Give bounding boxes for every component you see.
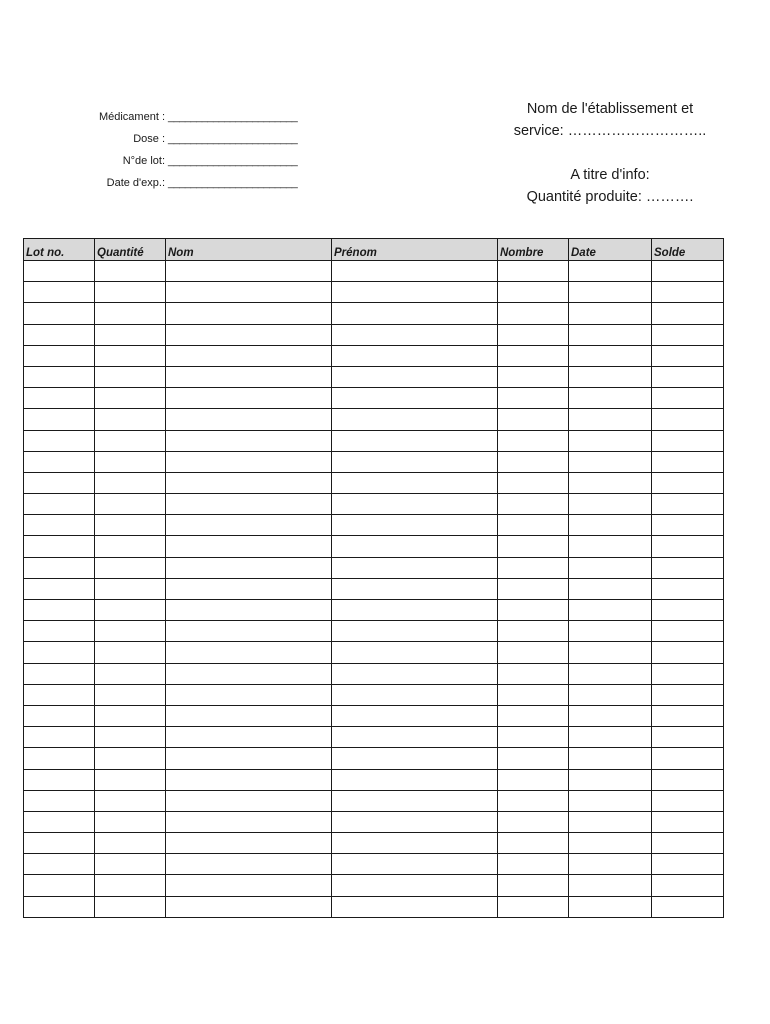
table-row [24, 303, 724, 324]
table-row [24, 388, 724, 409]
table-cell[interactable] [332, 727, 498, 748]
table-cell[interactable] [95, 684, 166, 705]
table-cell[interactable] [652, 324, 724, 345]
table-cell[interactable] [166, 261, 332, 282]
table-cell[interactable] [332, 388, 498, 409]
table-cell[interactable] [569, 536, 652, 557]
table-cell[interactable] [24, 366, 95, 387]
table-row [24, 769, 724, 790]
table-cell[interactable] [569, 642, 652, 663]
table-cell[interactable] [166, 409, 332, 430]
column-header-lot-no: Lot no. [24, 239, 95, 261]
dose-label: Dose : [133, 133, 165, 145]
establishment-name-label: Nom de l'établissement et [526, 101, 694, 117]
table-row [24, 578, 724, 599]
table-cell[interactable] [166, 875, 332, 896]
field-row-lot-number [60, 155, 360, 177]
table-cell[interactable] [569, 875, 652, 896]
table-cell[interactable] [652, 705, 724, 726]
medication-form-fields [60, 111, 360, 199]
table-cell[interactable] [498, 727, 569, 748]
table-cell[interactable] [498, 515, 569, 536]
table-row [24, 430, 724, 451]
table-cell[interactable] [332, 451, 498, 472]
table-cell[interactable] [24, 769, 95, 790]
table-cell[interactable] [652, 748, 724, 769]
table-cell[interactable] [569, 748, 652, 769]
table-cell[interactable] [498, 642, 569, 663]
table-cell[interactable] [652, 854, 724, 875]
table-row [24, 875, 724, 896]
table-cell[interactable] [166, 663, 332, 684]
table-cell[interactable] [166, 727, 332, 748]
table-cell[interactable] [498, 578, 569, 599]
table-cell[interactable] [95, 875, 166, 896]
table-cell[interactable] [332, 600, 498, 621]
table-cell[interactable] [166, 811, 332, 832]
table-cell[interactable] [95, 261, 166, 282]
table-cell[interactable] [332, 769, 498, 790]
table-cell[interactable] [166, 705, 332, 726]
table-cell[interactable] [569, 621, 652, 642]
table-cell[interactable] [95, 324, 166, 345]
table-cell[interactable] [166, 748, 332, 769]
table-cell[interactable] [498, 769, 569, 790]
establishment-service-field[interactable]: service: ……………………….. [513, 123, 707, 139]
table-cell[interactable] [498, 409, 569, 430]
table-row [24, 854, 724, 875]
table-row [24, 261, 724, 282]
expiry-date-label: Date d'exp.: [106, 177, 165, 189]
table-header-row [24, 239, 724, 261]
table-cell[interactable] [498, 366, 569, 387]
table-cell[interactable] [652, 833, 724, 854]
table-cell[interactable] [498, 494, 569, 515]
table-cell[interactable] [95, 303, 166, 324]
table-cell[interactable] [95, 833, 166, 854]
table-cell[interactable] [569, 600, 652, 621]
table-cell[interactable] [332, 896, 498, 917]
table-cell[interactable] [24, 388, 95, 409]
table-cell[interactable] [569, 705, 652, 726]
table-cell[interactable] [95, 282, 166, 303]
field-row-expiry-date [60, 177, 360, 199]
table-cell[interactable] [652, 366, 724, 387]
table-cell[interactable] [652, 684, 724, 705]
table-cell[interactable] [498, 345, 569, 366]
table-cell[interactable] [24, 324, 95, 345]
establishment-info [495, 98, 725, 208]
table-cell[interactable] [569, 388, 652, 409]
table-cell[interactable] [95, 578, 166, 599]
table-row [24, 557, 724, 578]
table-cell[interactable] [652, 261, 724, 282]
field-row-dose [60, 133, 360, 155]
table-cell[interactable] [95, 409, 166, 430]
table-cell[interactable] [652, 345, 724, 366]
table-cell[interactable] [24, 472, 95, 493]
lot-number-field[interactable]: _______________________ [168, 155, 298, 167]
table-cell[interactable] [95, 451, 166, 472]
table-cell[interactable] [652, 451, 724, 472]
table-cell[interactable] [166, 430, 332, 451]
table-cell[interactable] [332, 366, 498, 387]
table-cell[interactable] [498, 303, 569, 324]
table-cell[interactable] [652, 578, 724, 599]
table-cell[interactable] [498, 833, 569, 854]
table-cell[interactable] [652, 600, 724, 621]
table-cell[interactable] [498, 896, 569, 917]
table-cell[interactable] [24, 430, 95, 451]
column-header-nom: Nom [166, 239, 332, 261]
table-cell[interactable] [24, 663, 95, 684]
table-body [24, 261, 724, 918]
table-cell[interactable] [24, 896, 95, 917]
table-cell[interactable] [569, 727, 652, 748]
table-cell[interactable] [498, 811, 569, 832]
table-cell[interactable] [166, 515, 332, 536]
table-cell[interactable] [652, 769, 724, 790]
table-cell[interactable] [95, 769, 166, 790]
table-cell[interactable] [332, 324, 498, 345]
table-cell[interactable] [332, 748, 498, 769]
column-header-quantite: Quantité [95, 239, 166, 261]
table-row [24, 833, 724, 854]
table-cell[interactable] [166, 388, 332, 409]
table-cell[interactable] [166, 769, 332, 790]
table-cell[interactable] [498, 451, 569, 472]
table-cell[interactable] [95, 896, 166, 917]
medicament-label: Médicament : [98, 111, 165, 123]
table-cell[interactable] [652, 536, 724, 557]
table-cell[interactable] [24, 261, 95, 282]
table-row [24, 409, 724, 430]
table-cell[interactable] [24, 409, 95, 430]
table-row [24, 600, 724, 621]
table-cell[interactable] [24, 854, 95, 875]
table-cell[interactable] [569, 769, 652, 790]
table-cell[interactable] [332, 430, 498, 451]
table-cell[interactable] [95, 642, 166, 663]
table-cell[interactable] [498, 600, 569, 621]
table-row [24, 811, 724, 832]
table-cell[interactable] [95, 600, 166, 621]
table-cell[interactable] [332, 684, 498, 705]
table-cell[interactable] [95, 748, 166, 769]
table-cell[interactable] [498, 790, 569, 811]
table-row [24, 366, 724, 387]
table-cell[interactable] [332, 790, 498, 811]
table-cell[interactable] [569, 261, 652, 282]
table-cell[interactable] [24, 748, 95, 769]
column-header-nombre: Nombre [498, 239, 569, 261]
table-cell[interactable] [166, 833, 332, 854]
table-cell[interactable] [498, 663, 569, 684]
table-cell[interactable] [652, 621, 724, 642]
table-cell[interactable] [569, 515, 652, 536]
table-row [24, 790, 724, 811]
table-row [24, 705, 724, 726]
table-cell[interactable] [24, 578, 95, 599]
table-cell[interactable] [24, 536, 95, 557]
table-cell[interactable] [332, 409, 498, 430]
table-cell[interactable] [24, 642, 95, 663]
table-cell[interactable] [95, 366, 166, 387]
table-cell[interactable] [166, 303, 332, 324]
table-cell[interactable] [95, 663, 166, 684]
table-cell[interactable] [24, 494, 95, 515]
table-cell[interactable] [166, 600, 332, 621]
table-cell[interactable] [652, 642, 724, 663]
table-row [24, 282, 724, 303]
table-cell[interactable] [569, 345, 652, 366]
expiry-date-field[interactable]: _______________________ [168, 177, 298, 189]
table-cell[interactable] [569, 366, 652, 387]
table-cell[interactable] [95, 345, 166, 366]
table-cell[interactable] [166, 324, 332, 345]
table-cell[interactable] [24, 705, 95, 726]
table-cell[interactable] [498, 684, 569, 705]
table-cell[interactable] [332, 494, 498, 515]
table-cell[interactable] [569, 557, 652, 578]
table-cell[interactable] [166, 557, 332, 578]
table-row [24, 748, 724, 769]
table-cell[interactable] [24, 833, 95, 854]
table-cell[interactable] [498, 282, 569, 303]
table-row [24, 515, 724, 536]
medicament-field[interactable]: _______________________ [168, 111, 298, 123]
table-cell[interactable] [498, 705, 569, 726]
table-row [24, 494, 724, 515]
table-cell[interactable] [498, 324, 569, 345]
table-cell[interactable] [498, 536, 569, 557]
table-row [24, 345, 724, 366]
table-row [24, 324, 724, 345]
table-cell[interactable] [652, 430, 724, 451]
table-cell[interactable] [652, 303, 724, 324]
column-header-date: Date [569, 239, 652, 261]
table-cell[interactable] [24, 600, 95, 621]
table-cell[interactable] [95, 536, 166, 557]
table-cell[interactable] [332, 833, 498, 854]
table-row [24, 896, 724, 917]
table-row [24, 642, 724, 663]
table-cell[interactable] [24, 621, 95, 642]
table-cell[interactable] [24, 790, 95, 811]
table-cell[interactable] [332, 303, 498, 324]
table-cell[interactable] [24, 303, 95, 324]
table-cell[interactable] [166, 451, 332, 472]
table-cell[interactable] [652, 282, 724, 303]
table-cell[interactable] [95, 388, 166, 409]
table-cell[interactable] [24, 727, 95, 748]
table-row [24, 684, 724, 705]
table-cell[interactable] [332, 472, 498, 493]
table-cell[interactable] [569, 578, 652, 599]
table-cell[interactable] [569, 811, 652, 832]
table-cell[interactable] [24, 345, 95, 366]
table-cell[interactable] [569, 430, 652, 451]
table-cell[interactable] [166, 578, 332, 599]
table-cell[interactable] [95, 621, 166, 642]
table-cell[interactable] [569, 282, 652, 303]
table-cell[interactable] [498, 621, 569, 642]
table-cell[interactable] [95, 494, 166, 515]
table-cell[interactable] [24, 875, 95, 896]
table-row [24, 472, 724, 493]
table-cell[interactable] [569, 324, 652, 345]
table-cell[interactable] [569, 833, 652, 854]
table-cell[interactable] [498, 430, 569, 451]
column-header-prenom: Prénom [332, 239, 498, 261]
table-cell[interactable] [95, 430, 166, 451]
table-cell[interactable] [498, 261, 569, 282]
table-cell[interactable] [166, 282, 332, 303]
table-cell[interactable] [652, 663, 724, 684]
table-cell[interactable] [332, 515, 498, 536]
table-cell[interactable] [569, 896, 652, 917]
table-cell[interactable] [569, 409, 652, 430]
table-cell[interactable] [166, 366, 332, 387]
table-cell[interactable] [498, 854, 569, 875]
table-cell[interactable] [652, 515, 724, 536]
table-cell[interactable] [652, 811, 724, 832]
table-cell[interactable] [166, 642, 332, 663]
info-label: A titre d'info: [570, 167, 650, 183]
table-cell[interactable] [569, 472, 652, 493]
table-cell[interactable] [569, 790, 652, 811]
table-row [24, 663, 724, 684]
table-row [24, 621, 724, 642]
table-cell[interactable] [24, 811, 95, 832]
table-cell[interactable] [24, 557, 95, 578]
table-cell[interactable] [652, 409, 724, 430]
table-cell[interactable] [332, 621, 498, 642]
table-cell[interactable] [332, 557, 498, 578]
table-cell[interactable] [95, 790, 166, 811]
table-cell[interactable] [166, 345, 332, 366]
table-cell[interactable] [95, 557, 166, 578]
table-cell[interactable] [166, 790, 332, 811]
table-cell[interactable] [332, 875, 498, 896]
table-row [24, 727, 724, 748]
table-cell[interactable] [332, 854, 498, 875]
table-cell[interactable] [332, 663, 498, 684]
table-cell[interactable] [24, 515, 95, 536]
table-cell[interactable] [332, 578, 498, 599]
table-cell[interactable] [95, 727, 166, 748]
table-cell[interactable] [652, 472, 724, 493]
table-cell[interactable] [95, 515, 166, 536]
table-cell[interactable] [95, 705, 166, 726]
table-cell[interactable] [332, 642, 498, 663]
table-cell[interactable] [652, 727, 724, 748]
table-cell[interactable] [24, 282, 95, 303]
dispensing-log-table [23, 238, 724, 918]
table-cell[interactable] [166, 854, 332, 875]
table-cell[interactable] [498, 557, 569, 578]
table-cell[interactable] [95, 472, 166, 493]
table-cell[interactable] [652, 494, 724, 515]
table-cell[interactable] [95, 811, 166, 832]
table-cell[interactable] [569, 303, 652, 324]
table-cell[interactable] [652, 896, 724, 917]
table-cell[interactable] [652, 388, 724, 409]
table-cell[interactable] [24, 684, 95, 705]
field-row-medicament [60, 111, 360, 133]
table-cell[interactable] [166, 896, 332, 917]
table-cell[interactable] [569, 494, 652, 515]
table-cell[interactable] [166, 621, 332, 642]
column-header-solde: Solde [652, 239, 724, 261]
table-row [24, 536, 724, 557]
table-cell[interactable] [332, 705, 498, 726]
table-cell[interactable] [498, 472, 569, 493]
table-cell[interactable] [652, 557, 724, 578]
table-cell[interactable] [332, 282, 498, 303]
table-cell[interactable] [498, 875, 569, 896]
table-cell[interactable] [652, 790, 724, 811]
table-row [24, 451, 724, 472]
quantity-produced-field[interactable]: Quantité produite: ………. [526, 189, 694, 205]
table-cell[interactable] [332, 345, 498, 366]
table-cell[interactable] [569, 684, 652, 705]
table-cell[interactable] [569, 451, 652, 472]
table-cell[interactable] [569, 663, 652, 684]
table-cell[interactable] [332, 261, 498, 282]
lot-number-label: N°de lot: [122, 155, 165, 167]
table-cell[interactable] [95, 854, 166, 875]
table-cell[interactable] [569, 854, 652, 875]
table-cell[interactable] [166, 536, 332, 557]
table-cell[interactable] [24, 451, 95, 472]
table-cell[interactable] [652, 875, 724, 896]
table-cell[interactable] [498, 748, 569, 769]
dose-field[interactable]: _______________________ [168, 133, 298, 145]
table-cell[interactable] [498, 388, 569, 409]
table-cell[interactable] [166, 472, 332, 493]
table-cell[interactable] [166, 684, 332, 705]
table-cell[interactable] [166, 494, 332, 515]
table-cell[interactable] [332, 811, 498, 832]
table-cell[interactable] [332, 536, 498, 557]
